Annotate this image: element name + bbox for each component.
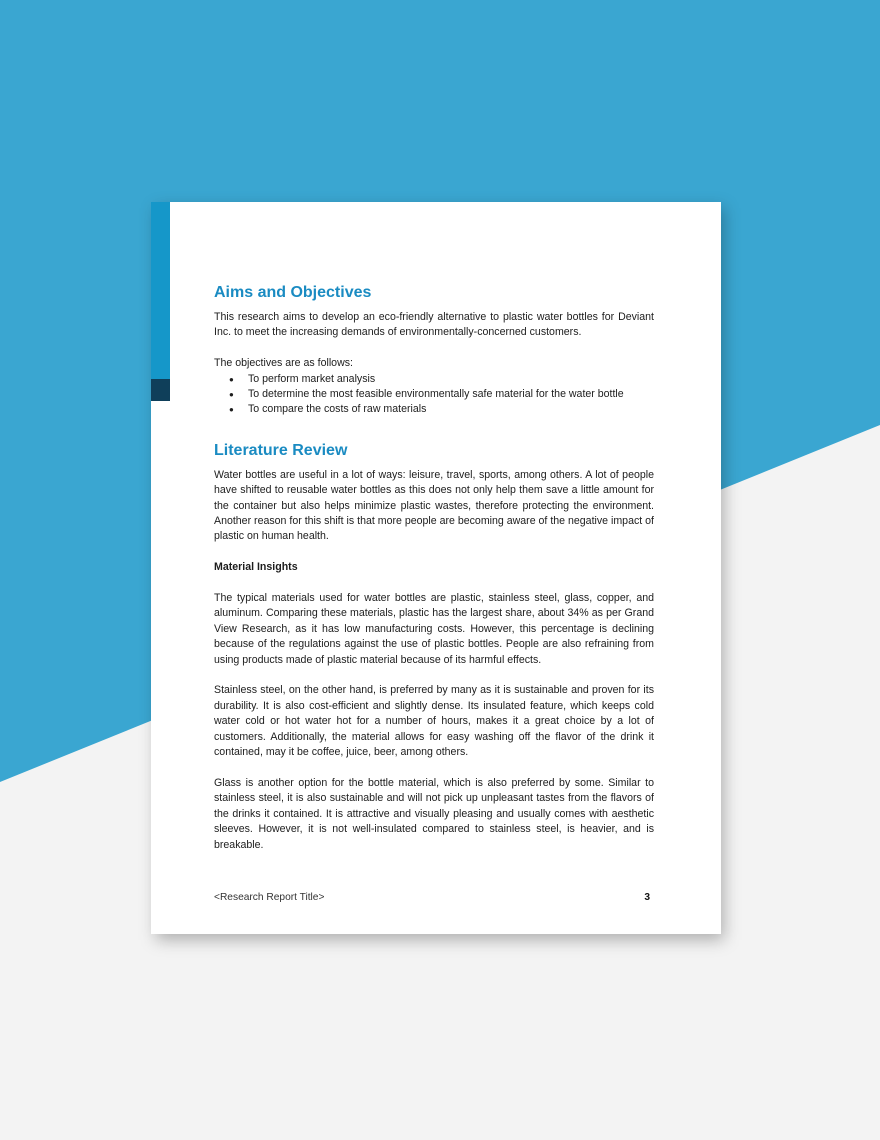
literature-intro: Water bottles are useful in a lot of ways: leisure, travel, sports, among others. A lot of people have shifted to reusable water bottles as this does not only help them save a little amount for the container but also helps minimize plastic wastes, therefore protecting the environment. Another reason for this shift is that more people are becoming aware of the negative impact of plastic on human health. bbox=[214, 468, 654, 543]
document-page bbox=[151, 202, 721, 934]
aims-heading: Aims and Objectives bbox=[214, 284, 372, 301]
material-insights-subheading: Material Insights bbox=[214, 561, 298, 574]
page-footer bbox=[214, 892, 650, 903]
objective-item: ● To determine the most feasible environmentally safe material for the water bottle bbox=[214, 387, 654, 402]
body-paragraph: Stainless steel, on the other hand, is preferred by many as it is sustainable and proven for its durability. It is also cost-efficient and slightly dense. Its insulated feature, which keeps cold water cold or hot water hot for a number of hours, makes it a great choice by a lot of customers. Additionally, the material allows for easy washing off the flavor of the drink it contained, may it be coffee, juice, beer, among others. bbox=[214, 684, 654, 759]
objective-item: ● To perform market analysis bbox=[214, 372, 654, 387]
objectives-list bbox=[214, 372, 654, 418]
body-paragraph: Glass is another option for the bottle material, which is also preferred by some. Similar to stainless steel, it is also sustainable and will not pick up unpleasant tastes from the flavors of the drinks it contained. It is attractive and visually pleasing and usually comes with aesthetic sleeves. However, it is not well-insulated compared to stainless steel, is heavier, and is breakable. bbox=[214, 776, 654, 851]
literature-heading: Literature Review bbox=[214, 441, 348, 459]
footer-report-title: <Research Report Title> bbox=[214, 892, 325, 903]
objectives-intro: The objectives are as follows: bbox=[214, 357, 353, 370]
accent-bar-dark bbox=[151, 379, 170, 401]
page-content bbox=[214, 282, 654, 868]
page-number: 3 bbox=[644, 892, 650, 903]
aims-intro: This research aims to develop an eco-friendly alternative to plastic water bottles for Deviant Inc. to meet the increasing demands of environmentally-concerned customers. bbox=[214, 311, 654, 339]
objective-item: ● To compare the costs of raw materials bbox=[214, 402, 654, 417]
body-paragraph: The typical materials used for water bottles are plastic, stainless steel, glass, copper, and aluminum. Comparing these materials, plastic has the largest share, about 34% as per Grand View Research, as it has low manufacturing costs. However, this percentage is declining because of the regulations against the use of plastic bottles. People are also refraining from using products made of plastic material because of its harmful effects. bbox=[214, 592, 654, 666]
accent-bar bbox=[151, 202, 170, 379]
